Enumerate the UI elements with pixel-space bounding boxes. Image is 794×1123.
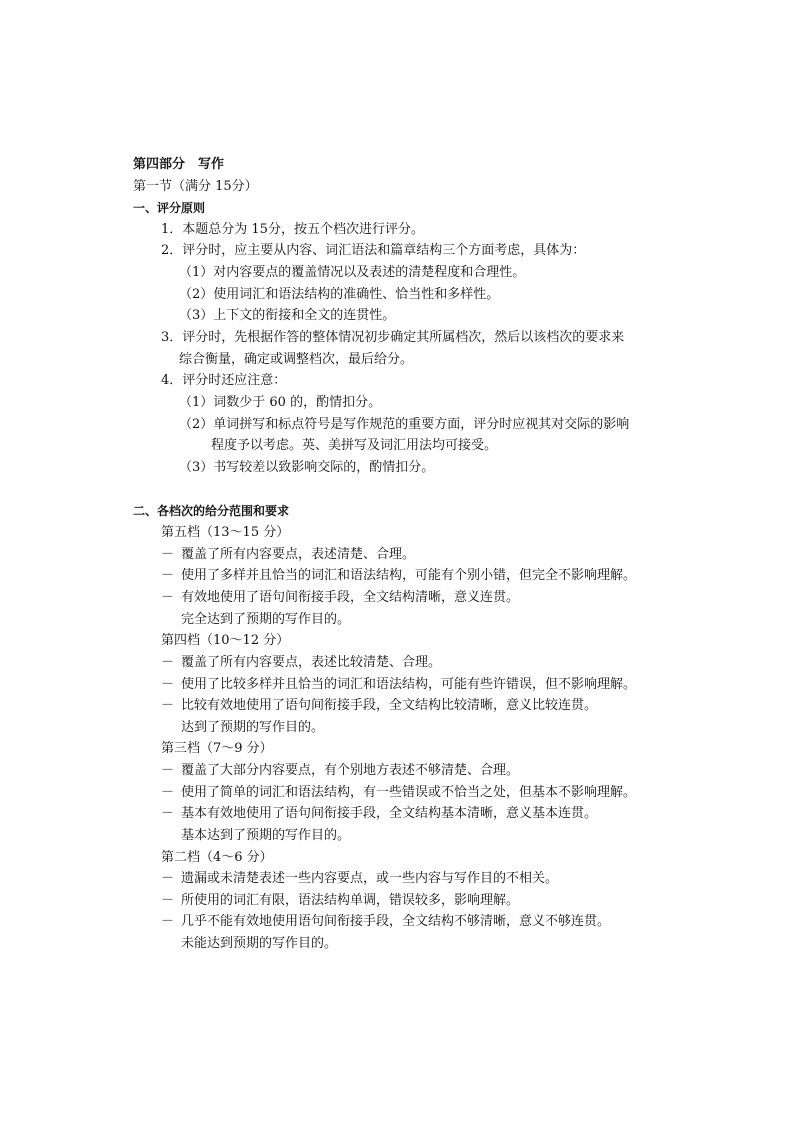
bullet-dash: － <box>161 655 175 670</box>
principle-2-2: （2）使用词汇和语法结构的准确性、恰当性和多样性。 <box>179 287 500 302</box>
principle-4: 4．评分时还应注意： <box>161 373 287 388</box>
bullet-dash: － <box>161 871 175 886</box>
bullet-dash: － <box>161 914 175 929</box>
bullet-dash: － <box>161 785 175 800</box>
level-2-item-3: 几乎不能有效地使用语句间衔接手段，全文结构不够清晰，意义不够连贯。 <box>181 914 611 929</box>
level-4-title: 第四档（10～12 分） <box>161 633 290 648</box>
level-5-item-2: 使用了多样并且恰当的词汇和语法结构，可能有个别小错，但完全不影响理解。 <box>181 568 637 583</box>
level-3-item-2: 使用了简单的词汇和语法结构，有一些错误或不恰当之处，但基本不影响理解。 <box>181 785 637 800</box>
levels-heading: 二、各档次的给分范围和要求 <box>133 504 290 518</box>
level-2-title: 第二档（4～6 分） <box>161 850 273 865</box>
principle-2-1: （1）对内容要点的覆盖情况以及表述的清楚程度和合理性。 <box>179 265 526 280</box>
bullet-dash: － <box>161 590 175 605</box>
bullet-dash: － <box>161 763 175 778</box>
principle-1: 1．本题总分为 15分，按五个档次进行评分。 <box>161 222 424 237</box>
level-4-item-2: 使用了比较多样并且恰当的词汇和语法结构，可能有些许错误，但不影响理解。 <box>181 677 637 692</box>
principle-4-2-line1: （2）单词拼写和标点符号是写作规范的重要方面，评分时应视其对交际的影响 <box>179 417 630 432</box>
level-4-item-1: 覆盖了所有内容要点，表述比较清楚、合理。 <box>181 655 442 670</box>
level-2-summary: 未能达到预期的写作目的。 <box>181 936 338 951</box>
level-4-summary: 达到了预期的写作目的。 <box>181 720 325 735</box>
bullet-dash: － <box>161 568 175 583</box>
principle-3-line2: 综合衡量，确定或调整档次，最后给分。 <box>179 352 414 367</box>
principle-3-line1: 3．评分时，先根据作答的整体情况初步确定其所属档次，然后以该档次的要求来 <box>161 330 625 345</box>
level-2-item-1: 遗漏或未清楚表述一些内容要点，或一些内容与写作目的不相关。 <box>181 871 559 886</box>
level-3-item-1: 覆盖了大部分内容要点，有个别地方表述不够清楚、合理。 <box>181 763 520 778</box>
principle-4-1: （1）词数少于 60 的，酌情扣分。 <box>179 395 382 410</box>
principle-4-2-line2: 程度予以考虑。英、美拼写及词汇用法均可接受。 <box>211 438 498 453</box>
level-2-item-2: 所使用的词汇有限，语法结构单调，错误较多，影响理解。 <box>181 893 520 908</box>
principles-heading: 一、评分原则 <box>133 201 206 215</box>
bullet-dash: － <box>161 698 175 713</box>
part-title: 第四部分 写作 <box>133 157 225 172</box>
section-title: 第一节（满分 15分） <box>133 179 258 194</box>
level-4-item-3: 比较有效地使用了语句间衔接手段，全文结构比较清晰，意义比较连贯。 <box>181 698 598 713</box>
level-5-item-3: 有效地使用了语句间衔接手段，全文结构清晰，意义连贯。 <box>181 590 520 605</box>
bullet-dash: － <box>161 547 175 562</box>
bullet-dash: － <box>161 677 175 692</box>
principle-2: 2．评分时，应主要从内容、词汇语法和篇章结构三个方面考虑，具体为： <box>161 243 586 258</box>
level-5-title: 第五档（13～15 分） <box>161 525 290 540</box>
level-3-title: 第三档（7～9 分） <box>161 741 273 756</box>
level-5-item-1: 覆盖了所有内容要点，表述清楚、合理。 <box>181 547 416 562</box>
level-3-summary: 基本达到了预期的写作目的。 <box>181 828 351 843</box>
level-5-summary: 完全达到了预期的写作目的。 <box>181 612 351 627</box>
bullet-dash: － <box>161 806 175 821</box>
level-3-item-3: 基本有效地使用了语句间衔接手段，全文结构基本清晰，意义基本连贯。 <box>181 806 598 821</box>
principle-4-3: （3）书写较差以致影响交际的，酌情扣分。 <box>179 460 435 475</box>
bullet-dash: － <box>161 893 175 908</box>
principle-2-3: （3）上下文的衔接和全文的连贯性。 <box>179 308 396 323</box>
